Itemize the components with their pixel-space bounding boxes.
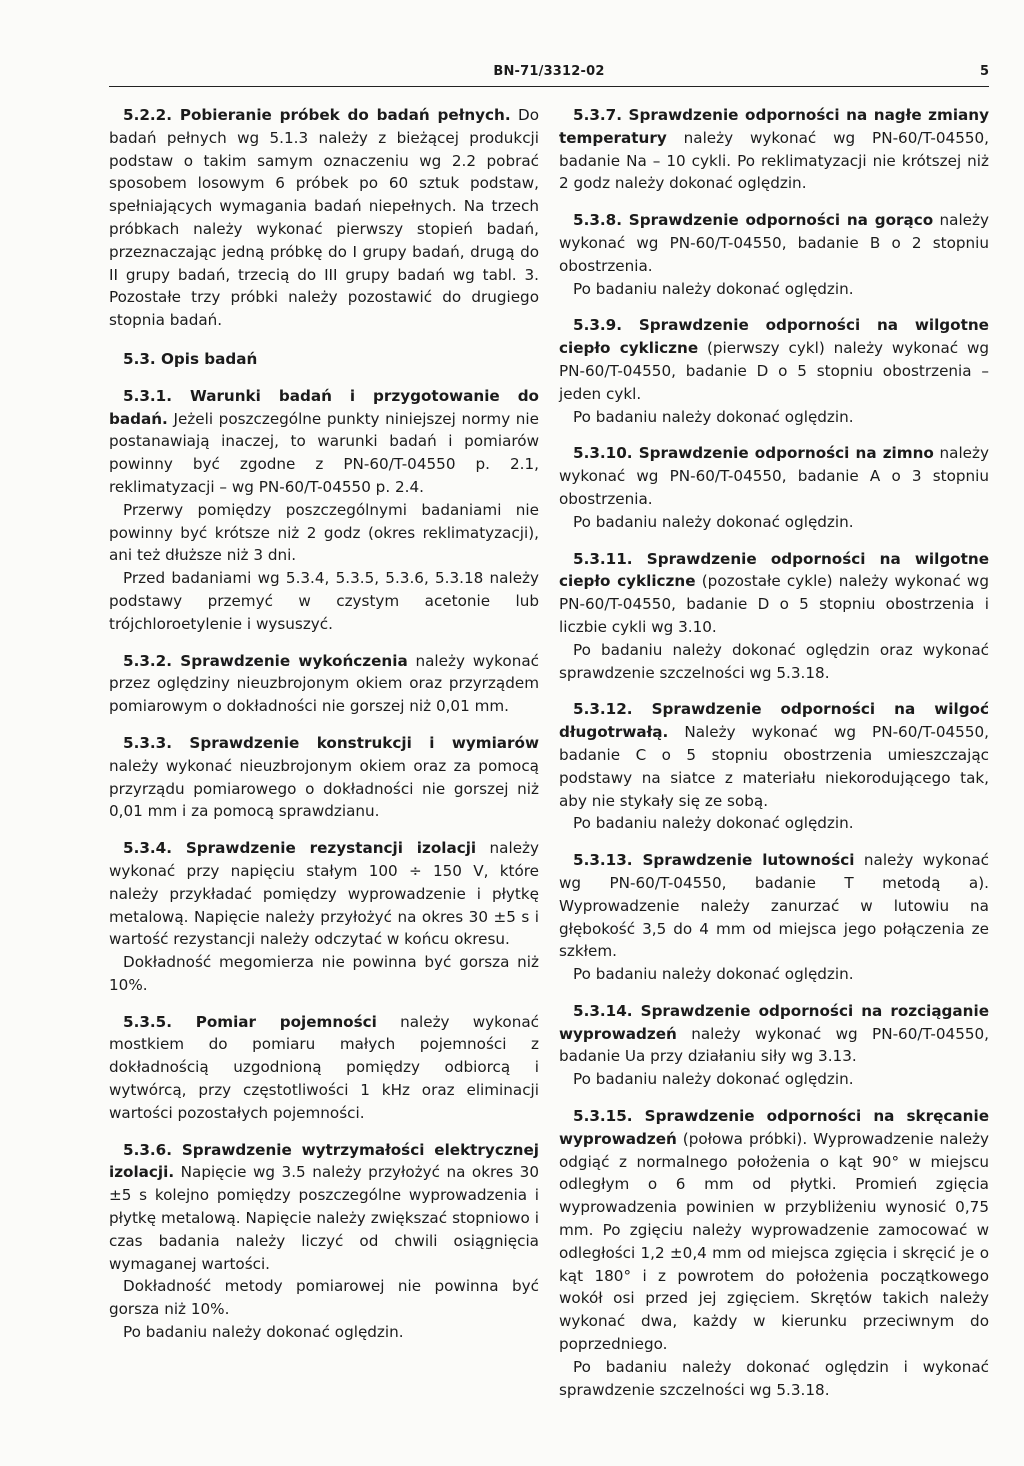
section-5-3-14	[559, 1000, 989, 1091]
section-text: (połowa próbki). Wyprowadzenie należy odgiąć z normalnego położenia o kąt 90° w miejscu odległym o 6 mm od płytki. Promień zgięcia wyprowadzenia powinien w przybliżeniu wynosić 0,75 mm. Po zgięciu należy wyprowadzenie zamocować w odległości 1,2 ±0,4 mm od miejsca zgięcia i skręcić je o kąt 180° i z powrotem do położenia początkowego wokół osi przed jej zgięciem. Skrętów takich należy wykonać dwa, każdy w kierunku przeciwnym do poprzedniego.	[559, 1129, 989, 1354]
right-column	[559, 104, 989, 1401]
section-text: Napięcie wg 3.5 należy przyłożyć na okres 30 ±5 s kolejno pomiędzy poszczególne wyprowadzenia i płytkę metalową. Napięcie należy zwiększać stopniowo i czas badania należy liczyć od chwili osiągnięcia wymaganej wartości.	[109, 1163, 540, 1273]
page-header	[109, 62, 989, 86]
section-heading: 5.3.5. Pomiar pojemności	[123, 1012, 377, 1031]
section-text: należy wykonać wg PN-60/T-04550, badanie Na – 10 cykli. Po reklimatyzacji nie krótszej niż 2 godz należy dokonać oględzin.	[559, 128, 990, 193]
section-heading: 5.3.12. Sprawdzenie odporności na wilgoć długotrwałą.	[559, 700, 989, 742]
section-heading: 5.3.4. Sprawdzenie rezystancji izolacji	[123, 839, 477, 858]
section-5-3-10	[559, 442, 989, 533]
section-heading: 5.2.2. Pobieranie próbek do badań pełnych.	[123, 106, 511, 124]
paragraph: Po badaniu należy dokonać oględzin.	[573, 814, 854, 833]
paragraph: Po badaniu należy dokonać oględzin.	[573, 1070, 854, 1089]
section-text: należy wykonać nieuzbrojonym okiem oraz za pomocą przyrządu pomiarowego o dokładności nie gorszej niż 0,01 mm i za pomocą sprawdzianu.	[109, 756, 539, 821]
paragraph: Dokładność megomierza nie powinna być gorsza niż 10%.	[109, 953, 539, 994]
section-5-3-11	[559, 548, 989, 685]
paragraph: Po badaniu należy dokonać oględzin i wykonać sprawdzenie szczelności wg 5.3.18.	[559, 1357, 989, 1399]
section-5-3-3	[109, 732, 539, 823]
section-text: należy wykonać przez oględziny nieuzbrojonym okiem oraz przyrządem pomiarowym o dokładności nie gorszej niż 0,01 mm.	[109, 651, 539, 716]
section-heading: 5.3.10. Sprawdzenie odporności na zimno	[573, 444, 934, 463]
section-heading-5-3: 5.3. Opis badań	[123, 349, 258, 368]
left-column	[109, 104, 539, 1344]
section-5-3-8	[559, 209, 989, 300]
paragraph: Po badaniu należy dokonać oględzin.	[573, 407, 854, 426]
section-heading: 5.3.6. Sprawdzenie wytrzymałości elektrycznej izolacji.	[109, 1140, 539, 1182]
section-text: należy wykonać mostkiem do pomiaru małych pojemności z dokładnością uzgodnioną pomiędzy odbiorcą i wytwórcą, przy częstotliwości 1 kHz oraz eliminacji wartości pozostałych pojemności.	[109, 1012, 539, 1122]
section-text: Jeżeli poszczególne punkty niniejszej normy nie postanawiają inaczej, to warunki badań i pomiarów powinny być zgodne z PN-60/T-04550 p. 2.1, reklimatyzacji – wg PN-60/T-04550 p. 2.4.	[109, 409, 539, 496]
section-text: Należy wykonać wg PN-60/T-04550, badanie C o 5 stopniu obostrzenia umieszczając podstawy na siatce z materiału niekorodującego tak, aby nie stykały się ze sobą.	[559, 723, 989, 810]
section-5-3-4	[109, 837, 539, 997]
section-heading: 5.3.15. Sprawdzenie odporności na skręcanie wyprowadzeń	[559, 1107, 989, 1148]
section-heading: 5.3.13. Sprawdzenie lutowności	[573, 851, 855, 870]
section-heading: 5.3.2. Sprawdzenie wykończenia	[123, 651, 408, 670]
section-text: Do badań pełnych wg 5.1.3 należy z bieżącej produkcji podstaw o takim samym oznaczeniu wg 2.2 pobrać sposobem losowym 6 próbek po 60 sztuk podstaw, spełniających wymagania badań niepełnych. Na trzech próbkach należy wykonać pierwszy stopień badań, przeznaczając jedną próbkę do I grupy badań, drugą do II grupy badań, trzecią do III grupy badań wg tabl. 3. Pozostałe trzy próbki należy pozostawić do drugiego stopnia badań.	[109, 106, 539, 330]
paragraph: Po badaniu należy dokonać oględzin oraz wykonać sprawdzenie szczelności wg 5.3.18.	[559, 640, 989, 682]
section-heading: 5.3.8. Sprawdzenie odporności na gorąco	[573, 211, 934, 230]
paragraph: Przed badaniami wg 5.3.4, 5.3.5, 5.3.6, 5.3.18 należy podstawy przemyć w czystym acetonie lub trójchloroetylenie i wysuszyć.	[109, 569, 539, 633]
section-5-3-1	[109, 385, 539, 636]
section-5-3-6	[109, 1139, 539, 1344]
section-5-3-9	[559, 314, 989, 428]
paragraph: Dokładność metody pomiarowej nie powinna być gorsza niż 10%.	[109, 1277, 539, 1319]
section-text: należy wykonać wg PN-60/T-04550, badanie A o 3 stopniu obostrzenia.	[559, 444, 989, 508]
section-text: (pozostałe cykle) należy wykonać wg PN-60/T-04550, badanie D o 5 stopniu obostrzenia i liczbie cykli wg 3.10.	[559, 572, 989, 636]
section-text: należy wykonać wg PN-60/T-04550, badanie Ua przy działaniu siły wg 3.13.	[559, 1024, 990, 1066]
section-text: (pierwszy cykl) należy wykonać wg PN-60/T-04550, badanie D o 5 stopniu obostrzenia – jeden cykl.	[559, 339, 990, 403]
paragraph: Po badaniu należy dokonać oględzin.	[573, 512, 854, 531]
section-heading: 5.3.3. Sprawdzenie konstrukcji i wymiarów	[123, 733, 539, 752]
section-5-3-13	[559, 849, 989, 986]
document-number: BN-71/3312-02	[493, 64, 605, 79]
section-5-3-5	[109, 1011, 539, 1125]
section-heading: 5.3.9. Sprawdzenie odporności na wilgotne ciepło cykliczne	[559, 316, 989, 358]
section-5-3-7	[559, 104, 989, 195]
section-heading: 5.3.1. Warunki badań i przygotowanie do badań.	[109, 386, 539, 428]
section-text: należy wykonać przy napięciu stałym 100 ÷ 150 V, które należy przykładać pomiędzy wyprowadzenie i płytkę metalową. Napięcie należy przyłożyć na okres 30 ±5 s i wartość rezystancji należy odczytać w końcu okresu.	[109, 839, 540, 949]
section-heading: 5.3.14. Sprawdzenie odporności na rozciąganie wyprowadzeń	[559, 1001, 989, 1043]
paragraph: Po badaniu należy dokonać oględzin.	[573, 965, 854, 984]
section-5-3-15	[559, 1105, 989, 1401]
section-5-3-2	[109, 650, 539, 718]
section-text: należy wykonać wg PN-60/T-04550, badanie T metodą a). Wyprowadzenie należy zanurzać w lutowiu na głębokość 3,5 do 4 mm od miejsca jego połączenia ze szkłem.	[559, 851, 989, 961]
header-divider	[109, 86, 989, 87]
section-heading: 5.3.7. Sprawdzenie odporności na nagłe zmiany temperatury	[559, 106, 989, 147]
section-5-2-2	[109, 104, 539, 332]
paragraph: Przerwy pomiędzy poszczególnymi badaniami nie powinny być krótsze niż 2 godz (okres reklimatyzacji), ani też dłuższe niż 3 dni.	[109, 500, 539, 565]
section-5-3-12	[559, 698, 989, 835]
paragraph: Po badaniu należy dokonać oględzin.	[573, 279, 854, 298]
section-heading: 5.3.11. Sprawdzenie odporności na wilgotne ciepło cykliczne	[559, 549, 989, 591]
paragraph: Po badaniu należy dokonać oględzin.	[123, 1323, 404, 1342]
page-number: 5	[979, 64, 989, 79]
section-text: należy wykonać wg PN-60/T-04550, badanie B o 2 stopniu obostrzenia.	[559, 211, 989, 275]
